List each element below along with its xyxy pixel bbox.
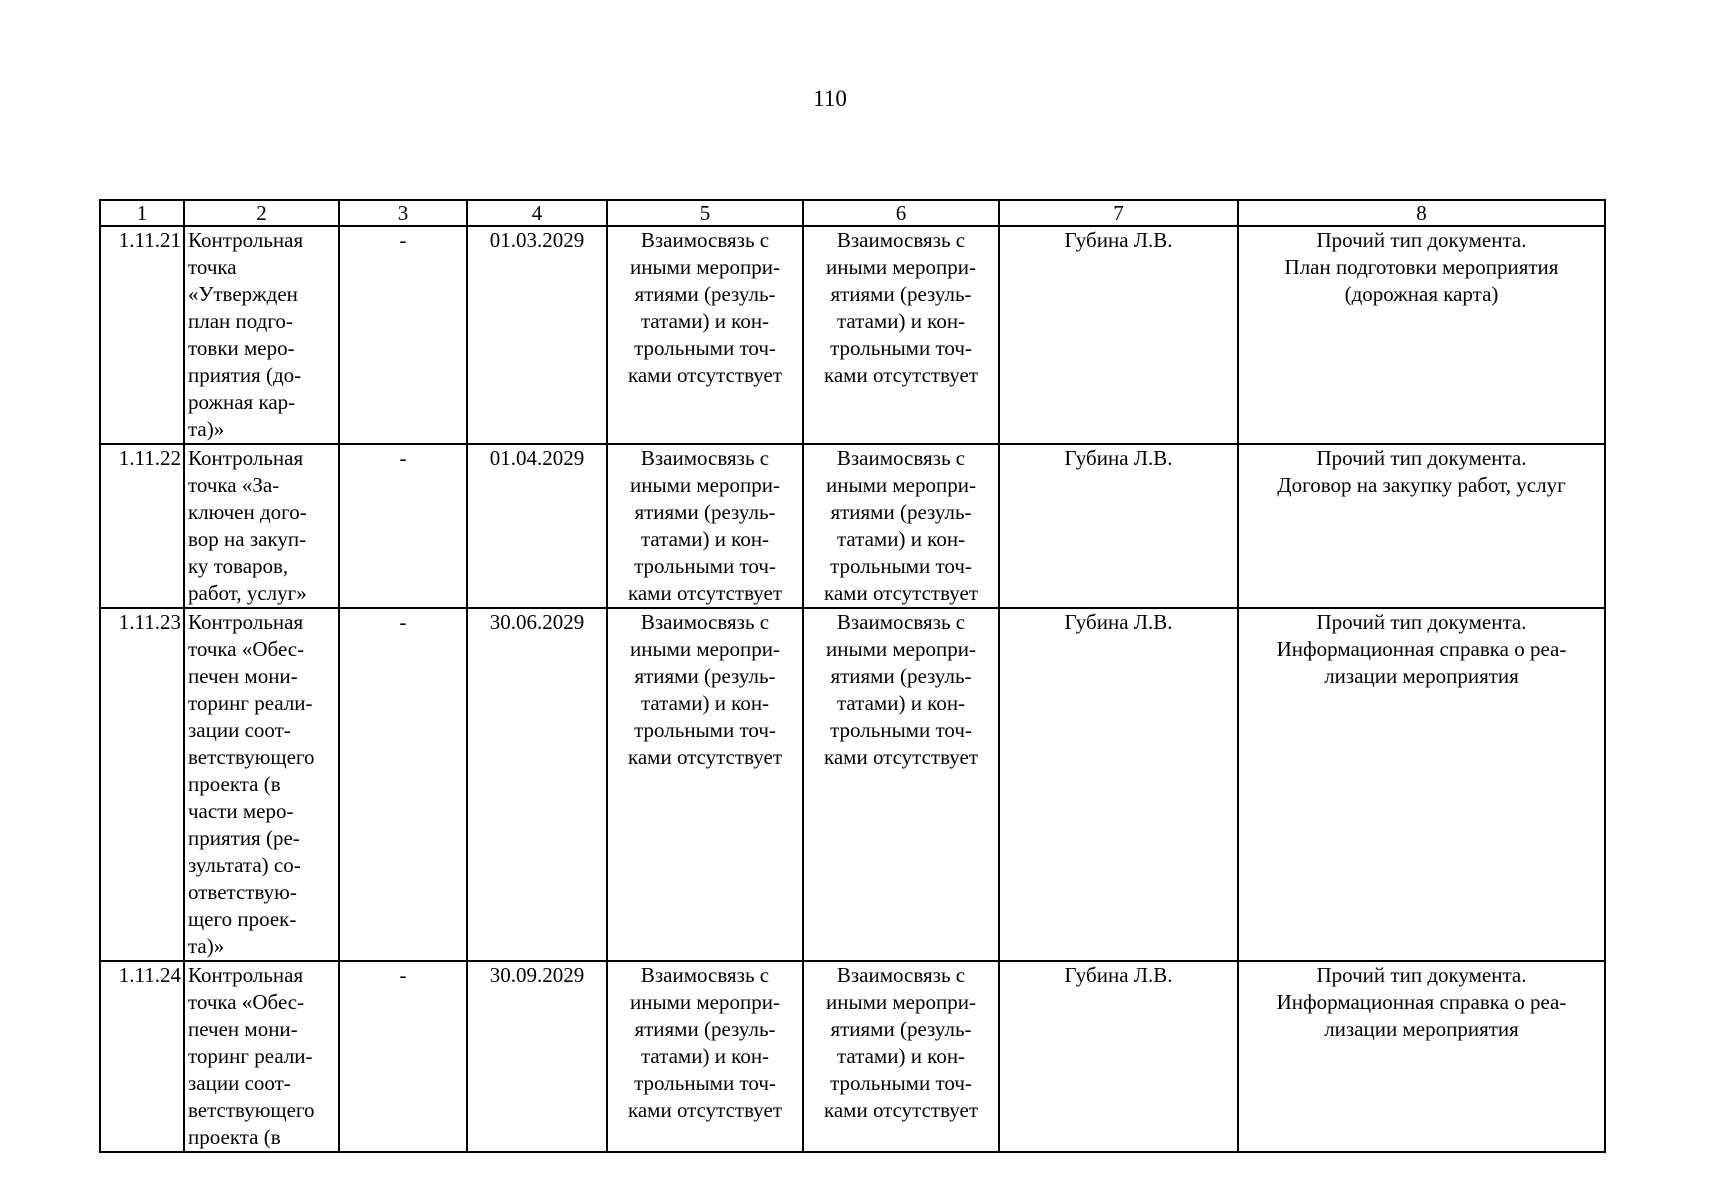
cell-line: трольными точ- [634, 1071, 776, 1095]
header-cell-1: 1 [100, 200, 184, 226]
cell-line: работ, услуг» [188, 581, 307, 605]
row-col3-cell: - [339, 961, 467, 1152]
cell-line: Контрольная [188, 228, 304, 252]
header-cell-8: 8 [1238, 200, 1605, 226]
row-col5-cell [607, 961, 803, 1152]
header-cell-5: 5 [607, 200, 803, 226]
row-col3-cell: - [339, 608, 467, 961]
cell-line: торинг реали- [188, 1044, 313, 1068]
cell-line: рожная кар- [188, 390, 296, 414]
row-col6-cell [803, 608, 999, 961]
row-document-cell [1238, 226, 1605, 444]
cell-line: та)» [188, 417, 225, 441]
row-col3-cell: - [339, 226, 467, 444]
cell-line: приятия (до- [188, 363, 302, 387]
row-responsible-cell: Губина Л.В. [999, 961, 1238, 1152]
cell-line: ятиями (резуль- [634, 1017, 776, 1041]
cell-line: точка «Обес- [188, 637, 305, 661]
cell-line: лизации мероприятия [1324, 1017, 1519, 1041]
cell-line: торинг реали- [188, 691, 313, 715]
cell-line: трольными точ- [634, 718, 776, 742]
cell-line: трольными точ- [830, 718, 972, 742]
cell-line: иными меропри- [826, 990, 976, 1014]
cell-line: приятия (ре- [188, 826, 300, 850]
cell-line: иными меропри- [826, 255, 976, 279]
cell-line: татами) и кон- [640, 527, 770, 551]
row-name-cell [184, 608, 339, 961]
cell-line: лизации мероприятия [1324, 664, 1519, 688]
cell-line: Контрольная [188, 610, 304, 634]
cell-line: Договор на закупку работ, услуг [1277, 473, 1566, 497]
cell-line: ятиями (резуль- [634, 664, 776, 688]
cell-line: Контрольная [188, 963, 304, 987]
cell-line: Взаимосвязь с [640, 963, 770, 987]
cell-line: Взаимосвязь с [640, 446, 770, 470]
cell-line: иными меропри- [630, 255, 780, 279]
row-col6-cell [803, 444, 999, 608]
row-date-cell: 30.09.2029 [467, 961, 607, 1152]
cell-line: ками отсутствует [823, 1098, 979, 1122]
page-number: 110 [813, 86, 847, 111]
cell-line: печен мони- [188, 1017, 298, 1041]
cell-line: иными меропри- [630, 473, 780, 497]
cell-line: ятиями (резуль- [830, 1017, 972, 1041]
row-col5-cell [607, 226, 803, 444]
cell-line: ятиями (резуль- [634, 500, 776, 524]
cell-line: ветствующего [188, 745, 315, 769]
row-date-cell: 30.06.2029 [467, 608, 607, 961]
cell-line: иными меропри- [826, 473, 976, 497]
cell-line: татами) и кон- [836, 309, 966, 333]
cell-line: проекта (в [188, 772, 281, 796]
row-col6-cell [803, 961, 999, 1152]
cell-line: точка [188, 255, 237, 279]
row-col5-cell [607, 608, 803, 961]
cell-line: вор на закуп- [188, 527, 307, 551]
row-number-cell: 1.11.21 [100, 226, 184, 444]
cell-line: иными меропри- [630, 637, 780, 661]
cell-line: татами) и кон- [836, 527, 966, 551]
cell-line: проекта (в [188, 1125, 281, 1149]
cell-line: ками отсутствует [823, 363, 979, 387]
cell-line: Прочий тип документа. [1316, 228, 1527, 252]
cell-line: татами) и кон- [640, 309, 770, 333]
cell-line: (дорожная карта) [1344, 282, 1499, 306]
cell-line: трольными точ- [830, 336, 972, 360]
header-cell-4: 4 [467, 200, 607, 226]
cell-line: точка «За- [188, 473, 280, 497]
cell-line: части меро- [188, 799, 294, 823]
cell-line: товки меро- [188, 336, 295, 360]
cell-line: иными меропри- [630, 990, 780, 1014]
cell-line: Прочий тип документа. [1316, 610, 1527, 634]
cell-line: точка «Обес- [188, 990, 305, 1014]
cell-line: ками отсутствует [627, 581, 783, 605]
cell-line: Информационная справка о реа- [1276, 637, 1567, 661]
cell-line: ками отсутствует [823, 581, 979, 605]
cell-line: ками отсутствует [627, 745, 783, 769]
row-document-cell [1238, 444, 1605, 608]
row-name-cell [184, 444, 339, 608]
cell-line: Взаимосвязь с [836, 228, 966, 252]
row-name-cell [184, 226, 339, 444]
cell-line: ответствую- [188, 880, 297, 904]
header-cell-3: 3 [339, 200, 467, 226]
table-row [100, 444, 1605, 608]
cell-line: ключен дого- [188, 500, 307, 524]
cell-line: зации соот- [188, 1071, 291, 1095]
row-responsible-cell: Губина Л.В. [999, 226, 1238, 444]
control-points-table [99, 199, 1606, 1153]
header-row [100, 200, 1605, 226]
row-number-cell: 1.11.22 [100, 444, 184, 608]
cell-line: Взаимосвязь с [836, 610, 966, 634]
cell-line: татами) и кон- [640, 1044, 770, 1068]
row-number-cell: 1.11.24 [100, 961, 184, 1152]
cell-line: трольными точ- [830, 1071, 972, 1095]
header-cell-2: 2 [184, 200, 339, 226]
cell-line: щего проек- [188, 907, 297, 931]
row-document-cell [1238, 961, 1605, 1152]
row-name-cell [184, 961, 339, 1152]
cell-line: зультата) со- [188, 853, 301, 877]
row-responsible-cell: Губина Л.В. [999, 608, 1238, 961]
table-row [100, 226, 1605, 444]
cell-line: татами) и кон- [640, 691, 770, 715]
cell-line: трольными точ- [634, 336, 776, 360]
cell-line: та)» [188, 934, 225, 958]
cell-line: Прочий тип документа. [1316, 446, 1527, 470]
cell-line: Взаимосвязь с [640, 228, 770, 252]
row-col6-cell [803, 226, 999, 444]
cell-line: ками отсутствует [823, 745, 979, 769]
header-cell-6: 6 [803, 200, 999, 226]
cell-line: Взаимосвязь с [640, 610, 770, 634]
cell-line: трольными точ- [830, 554, 972, 578]
row-col5-cell [607, 444, 803, 608]
cell-line: ятиями (резуль- [830, 500, 972, 524]
cell-line: татами) и кон- [836, 1044, 966, 1068]
cell-line: Прочий тип документа. [1316, 963, 1527, 987]
row-col3-cell: - [339, 444, 467, 608]
cell-line: татами) и кон- [836, 691, 966, 715]
cell-line: ками отсутствует [627, 1098, 783, 1122]
cell-line: план подго- [188, 309, 293, 333]
cell-line: ку товаров, [188, 554, 289, 578]
cell-line: ятиями (резуль- [830, 282, 972, 306]
cell-line: трольными точ- [634, 554, 776, 578]
cell-line: иными меропри- [826, 637, 976, 661]
cell-line: Взаимосвязь с [836, 963, 966, 987]
cell-line: ятиями (резуль- [634, 282, 776, 306]
header-cell-7: 7 [999, 200, 1238, 226]
row-date-cell: 01.04.2029 [467, 444, 607, 608]
cell-line: ятиями (резуль- [830, 664, 972, 688]
cell-line: ветствующего [188, 1098, 315, 1122]
cell-line: зации соот- [188, 718, 291, 742]
table-row [100, 961, 1605, 1152]
cell-line: Информационная справка о реа- [1276, 990, 1567, 1014]
cell-line: Контрольная [188, 446, 304, 470]
row-document-cell [1238, 608, 1605, 961]
table-row [100, 608, 1605, 961]
cell-line: ками отсутствует [627, 363, 783, 387]
cell-line: План подготовки мероприятия [1284, 255, 1559, 279]
row-date-cell: 01.03.2029 [467, 226, 607, 444]
cell-line: печен мони- [188, 664, 298, 688]
cell-line: Взаимосвязь с [836, 446, 966, 470]
cell-line: «Утвержден [188, 282, 298, 306]
row-number-cell: 1.11.23 [100, 608, 184, 961]
row-responsible-cell: Губина Л.В. [999, 444, 1238, 608]
